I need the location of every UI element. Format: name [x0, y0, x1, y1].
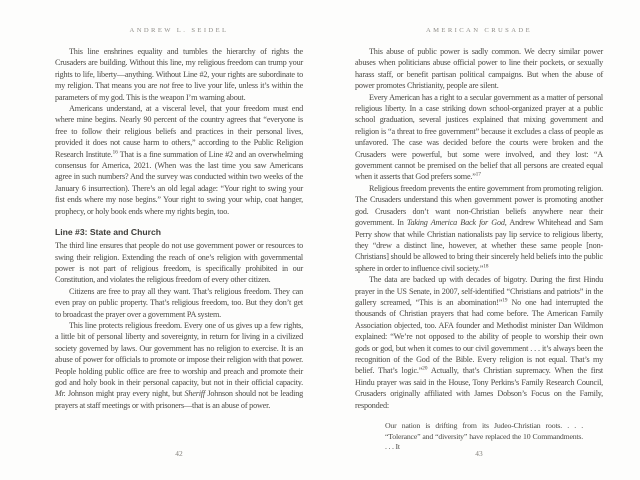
page-left: [55, 0, 303, 480]
section-heading: Line #3: State and Church: [55, 227, 162, 238]
block-quote: Our nation is drifting from its Judeo-Christian roots. . . . “Tolerance” and “diversity” have replaced the 10 Commandments. . . . It: [385, 421, 583, 452]
page-body-left: [55, 46, 303, 411]
body-paragraph: This line protects religious freedom. Every one of us gives up a few rights, a little bit of personal liberty and sovereignty, in return for living in a civilized society governed by laws. Our government has no religion to exercise. It is an abuse of power for officials to promote or impose their religion with that power. People holding public office are free to worship and preach and promote their god and holy book in their personal capacity, but not in their official capacity. Mr. Johnson might pray every night, but Sheriff Johnson should not be leading prayers at staff meetings or with prisoners—that is an abuse of power.: [55, 320, 303, 410]
body-paragraph: Religious freedom prevents the entire government from promoting religion. The Crusaders understand this when government power is promoting another god. Crusaders don’t want non-Christian beliefs anywhere near their government. In Taking America Back for God, Andrew Whitehead and Sam Perry show that while Christian nationalists pay lip service to religious liberty, they “drew a distinct line, however, at whether these same people [non-Christians] should be allowed to bring their sincerely held beliefs into the public sphere in order to influence civil society.”$^{18}$: [355, 183, 603, 273]
body-paragraph: This line enshrines equality and tumbles the hierarchy of rights the Crusaders are building. Without this line, my religious freedom can trump your rights to life, liberty—anything. Without Line #2, your rights are subordinate to my religion. That means you are not free to live your life, unless it’s within the parameters of my god. This is the weapon I’m warning about.: [55, 47, 304, 102]
body-paragraph: Americans understand, at a visceral level, that your freedom must end where mine begins. Nearly 90 percent of the country agrees that “everyone is free to follow their religious beliefs and practices in their personal lives, provided it does not cause harm to others,” according to the Public Religion Research Institute.$^{16}$ That is a fine summation of Line #2 and an overwhelming consensus for America, 2021. (When was the last time you saw Americans agree in such numbers? And the survey was conducted within two weeks of the January 6 insurrection). There’s an old legal adage: “Your right to swing your fist ends where my nose begins.” Your right to swing your whip, coat hanger, prophecy, or holy book ends where my rights begin, too.: [55, 104, 303, 216]
running-head-title: AMERICAN CRUSADE: [426, 27, 532, 34]
page-number-right: 43: [475, 449, 483, 458]
body-paragraph: Citizens are free to pray all they want. That’s religious freedom. They can even pray on public property. That’s religious freedom, too. But they don’t get to broadcast the prayer over a government PA system.: [55, 286, 303, 319]
page-number-left: 42: [175, 449, 183, 458]
body-paragraph: The third line ensures that people do not use government power or resources to swing their religion. Extending the reach of one’s religion with governmental power is not part of religious freedom, is specifically prohibited in our Constitution, and violates the religious freedom of every other citizen.: [55, 241, 303, 285]
page-body-right: [355, 46, 603, 453]
body-paragraph: The data are backed up with decades of bigotry. During the first Hindu prayer in the US Senate, in 2007, self-identified “Christians and patriots” in the gallery screamed, “This is an abomination!”$^{19}$ No one had interrupted the thousands of Christian prayers that had come before. The American Family Association objected, too. AFA founder and Methodist minister Dan Wildmon explained: “We’re not opposed to the ability of people to worship their own gods or god, but when it comes to our civil government . . . it’s always been the recognition of the God of the Bible. Every religion is not equal. That’s my belief. That’s logic.”$^{20}$ Actually, that’s Christian supremacy. When the first Hindu prayer was said in the House, Tony Perkins’s Family Research Council, Crusaders originally affiliated with James Dobson’s Focus on the Family, responded:: [355, 275, 603, 410]
body-paragraph: Every American has a right to a secular government as a matter of personal religious liberty. In a case striking down school-organized prayer at a public school graduation, several justices explained that mixing government and religion is “a threat to free government” because it excludes a class of people as unfavored. The case was decided before the courts were broken and the Crusaders were powerful, but some were involved, and they lost: “A government cannot be premised on the belief that all persons are created equal when it asserts that God prefers some.”$^{17}$: [355, 92, 603, 182]
running-head-author: ANDREW L. SEIDEL: [129, 27, 229, 34]
body-paragraph: This abuse of public power is sadly common. We decry similar power abuses when politicians abuse official power to line their pockets, or sexually harass staff, or benefit partisan political campaigns. But when the abuse of power promotes Christianity, people are silent.: [355, 47, 603, 91]
page-right: [355, 0, 603, 480]
